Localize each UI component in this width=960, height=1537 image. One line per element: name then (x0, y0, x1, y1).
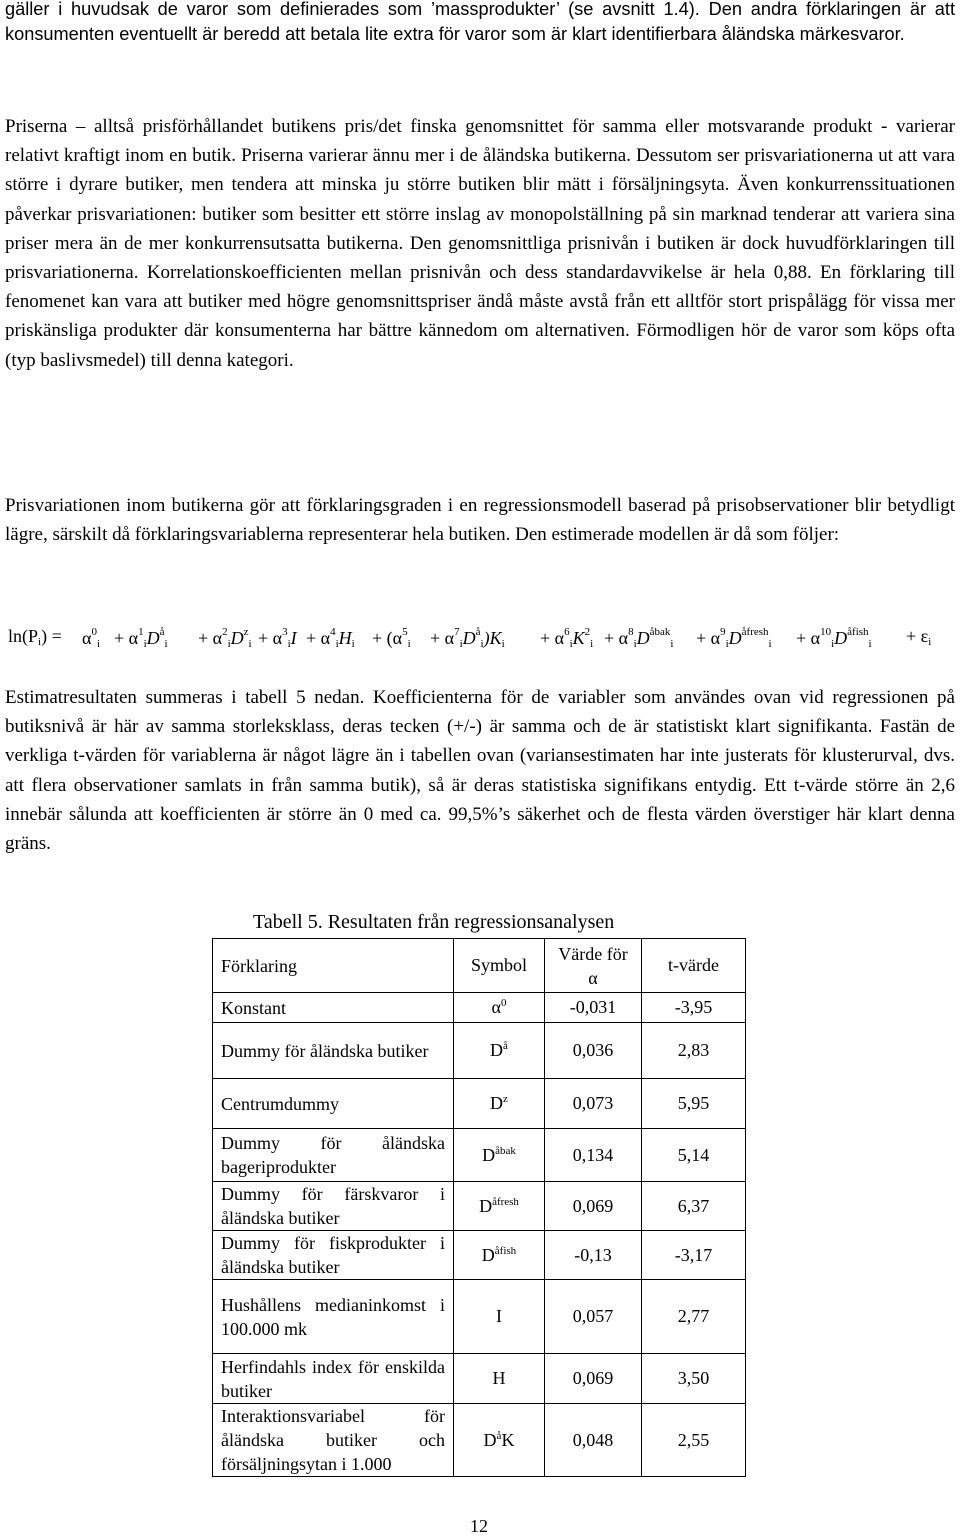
table-row: Dummy för fiskprodukter i åländska butiker $D^{åfish}$ -0,13 -3,17 (213, 1231, 746, 1280)
formula-lhs: $\ln(P_i)$ = (8, 626, 62, 648)
table-row: Dummy för färskvaror i åländska butiker $D^{åfresh}$ 0,069 6,37 (213, 1182, 746, 1231)
page-number: 12 (470, 1516, 488, 1536)
header-t-value: t-värde (642, 939, 746, 993)
paragraph-model-intro: Prisvariationen inom butikerna gör att förklaringsgraden i en regressionsmodell baserad på prisobservationer blir betydligt lägre, särskilt då förklaringsvariablerna representerar hela butiken. Den estimerade modellen är då som följer: (5, 495, 955, 546)
table-row: Herfindahls index för enskilda butiker H 0,069 3,50 (213, 1354, 746, 1404)
paragraph-estimation-results: Estimatresultaten summeras i tabell 5 nedan. Koefficienterna för de variabler som användes ovan vid regressionen på butiksnivå är här av samma storleksklass, deras tecken (+/-) är samma och de är statistiskt klart signifikanta. Fastän de verkliga t-värden för variablerna är något lägre än i tabellen ovan (variansestimaten har inte justerats för klusterurval, dvs. att flera observationer samlats in från samma butik), så är deras statistiska signifikans entydig. Ett t-värde större än 2,6 innebär sålunda att koefficienten är större än 0 med ca. 99,5%’s säkerhet och de flesta värden överstiger här klart denna gräns. (5, 687, 955, 855)
table-row: Interaktionsvariabel för åländska butiker och försäljningsytan i 1.000 $D^åK$ 0,048 2,55 (213, 1404, 746, 1477)
table-row: Konstant $\alpha^0$ -0,031 -3,95 (213, 993, 746, 1023)
header-value: Värde för α (545, 939, 642, 993)
header-symbol: Symbol (454, 939, 545, 993)
table-row: Dummy för åländska bageriprodukter $D^{åbak}$ 0,134 5,14 (213, 1129, 746, 1182)
table-row: Hushållens medianinkomst i 100.000 mk I 0,057 2,77 (213, 1280, 746, 1354)
header-explanation: Förklaring (213, 939, 454, 993)
table-row: Dummy för åländska butiker $D^å$ 0,036 2,83 (213, 1023, 746, 1079)
table-caption: Tabell 5. Resultaten från regressionsanalysen (253, 911, 615, 933)
regression-table (212, 938, 746, 1477)
paragraph-intro: gäller i huvudsak de varor som definierades som ’massprodukter’ (se avsnitt 1.4). Den andra förklaringen är att konsumenten eventuellt är beredd att betala lite extra för varor som är klart identifierbara åländska märkesvaror. (5, 0, 955, 44)
regression-formula: $\ln(P_i)$ = $\alpha^0_i$ + $\alpha^1_iD^å_i$ + $\alpha^2_iD^z_i$ + $\alpha^3_iI$ + $\alpha^4_iH_i$ + ($\alpha^5_i$ + $\alpha^7_iD^å_i)K_i$ + $\alpha^6_iK^2_i$ + $\alpha^8_iD^{åbak}_i$ + $\alpha^9_iD^{åfresh}_i$ + $\alpha^{10}_iD^{åfish}_i$ + $\varepsilon_i$ (8, 626, 932, 650)
paragraph-price-variation: Priserna – alltså prisförhållandet butikens pris/det finska genomsnittet för samma eller motsvarande produkt - varierar relativt kraftigt inom en butik. Priserna varierar ännu mer i de åländska butikerna. Dessutom ser prisvariationerna ut att vara större i dyrare butiker, men tendera att minska ju större butiken blir mätt i försäljningsyta. Även konkurrenssituationen påverkar prisvariationen: butiker som besitter ett större inslag av monopolställning på sin marknad tenderar att variera sina priser mera än de mer konkurrensutsatta butikerna. Den genomsnittliga prisnivån i butiken är dock huvudförklaringen till prisvariationerna. Korrelationskoefficienten mellan prisnivån och dess standardavvikelse är hela 0,88. En förklaring till fenomenet kan vara att butiker med högre genomsnittspriser ändå måste avstå från ett alltför stort prispålägg för vissa mer priskänsliga produkter där konsumenterna har bättre kännedom om alternativen. Förmodligen hör de varor som köps ofta (typ baslivsmedel) till denna kategori. (5, 116, 955, 371)
table-header-row (213, 939, 746, 993)
table-row: Centrumdummy $D^z$ 0,073 5,95 (213, 1079, 746, 1129)
